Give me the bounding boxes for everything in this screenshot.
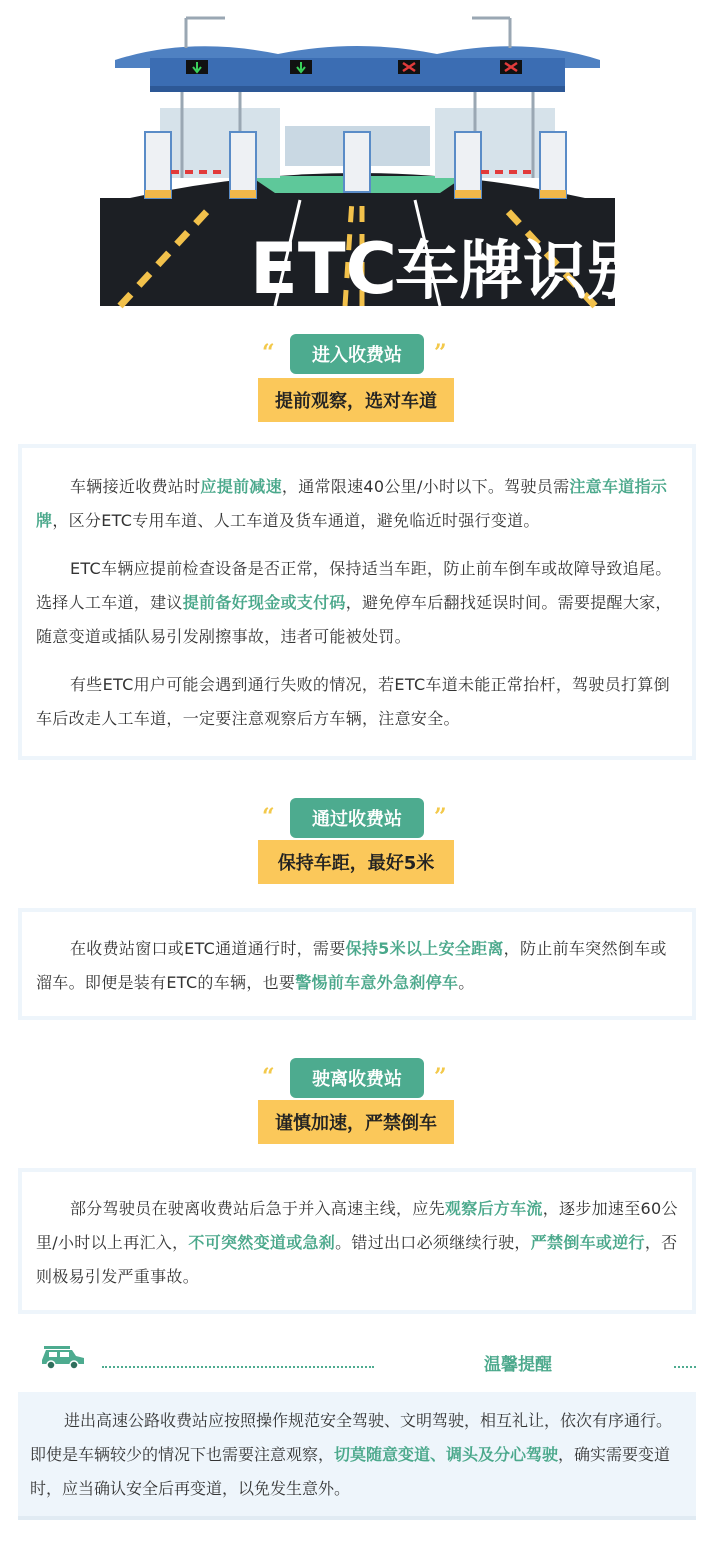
quote-open-icon: “ — [262, 340, 275, 366]
section-2-card — [18, 908, 696, 1020]
quote-close-icon: ” — [434, 1064, 447, 1090]
quote-open-icon: “ — [262, 804, 275, 830]
section-2-title: 通过收费站 — [290, 798, 424, 838]
paragraph: 在收费站窗口或ETC通道通行时，需要保持5米以上安全距离，防止前车突然倒车或溜车。即便是装有ETC的车辆，也要警惕前车意外急刹停车。 — [36, 939, 667, 992]
section-2-subtitle: 保持车距，最好5米 — [258, 840, 454, 884]
road-text-etc: ETC — [250, 228, 397, 310]
toll-station-illustration — [100, 8, 651, 310]
section-3-card — [18, 1168, 696, 1314]
paragraph: 有些ETC用户可能会遇到通行失败的情况，若ETC车道未能正常抬杆，驾驶员打算倒车后改走人工车道，一定要注意观察后方车辆，注意安全。 — [36, 675, 670, 728]
quote-close-icon: ” — [434, 804, 447, 830]
road-text-plate: 车牌识别 — [395, 235, 651, 309]
section-3-header — [0, 1058, 714, 1148]
paragraph: 进出高速公路收费站应按照操作规范安全驾驶、文明驾驶，相互礼让，依次有序通行。即使是车辆较少的情况下也需要注意观察，切莫随意变道、调头及分心驾驶，确实需要变道时，应当确认安全后再变道，以免发生意外。 — [30, 1411, 673, 1498]
reminder-title: 温馨提醒 — [484, 1355, 552, 1375]
paragraph: ETC车辆应提前检查设备是否正常，保持适当车距，防止前车倒车或故障导致追尾。选择人工车道，建议提前备好现金或支付码，避免停车后翻找延误时间。需要提醒大家，随意变道或插队易引发剐擦事故，违者可能被处罚。 — [36, 559, 672, 646]
divider — [674, 1366, 696, 1368]
quote-close-icon: ” — [434, 340, 447, 366]
section-3-title: 驶离收费站 — [290, 1058, 424, 1098]
car-icon — [38, 1344, 86, 1370]
section-1-title: 进入收费站 — [290, 334, 424, 374]
section-2-header — [0, 798, 714, 888]
section-3-subtitle: 谨慎加速，严禁倒车 — [258, 1100, 454, 1144]
section-1-header — [0, 334, 714, 424]
paragraph: 部分驾驶员在驶离收费站后急于并入高速主线，应先观察后方车流，逐步加速至60公里/小时以上再汇入，不可突然变道或急刹。错过出口必须继续行驶，严禁倒车或逆行，否则极易引发严重事故。 — [36, 1199, 678, 1286]
reminder-card — [18, 1392, 696, 1520]
divider — [102, 1366, 374, 1368]
section-1-card — [18, 444, 696, 760]
paragraph: 车辆接近收费站时应提前减速，通常限速40公里/小时以下。驾驶员需注意车道指示牌，区分ETC专用车道、人工车道及货车通道，避免临近时强行变道。 — [36, 477, 668, 530]
section-1-subtitle: 提前观察，选对车道 — [258, 378, 454, 422]
quote-open-icon: “ — [262, 1064, 275, 1090]
reminder-header — [18, 1336, 696, 1386]
